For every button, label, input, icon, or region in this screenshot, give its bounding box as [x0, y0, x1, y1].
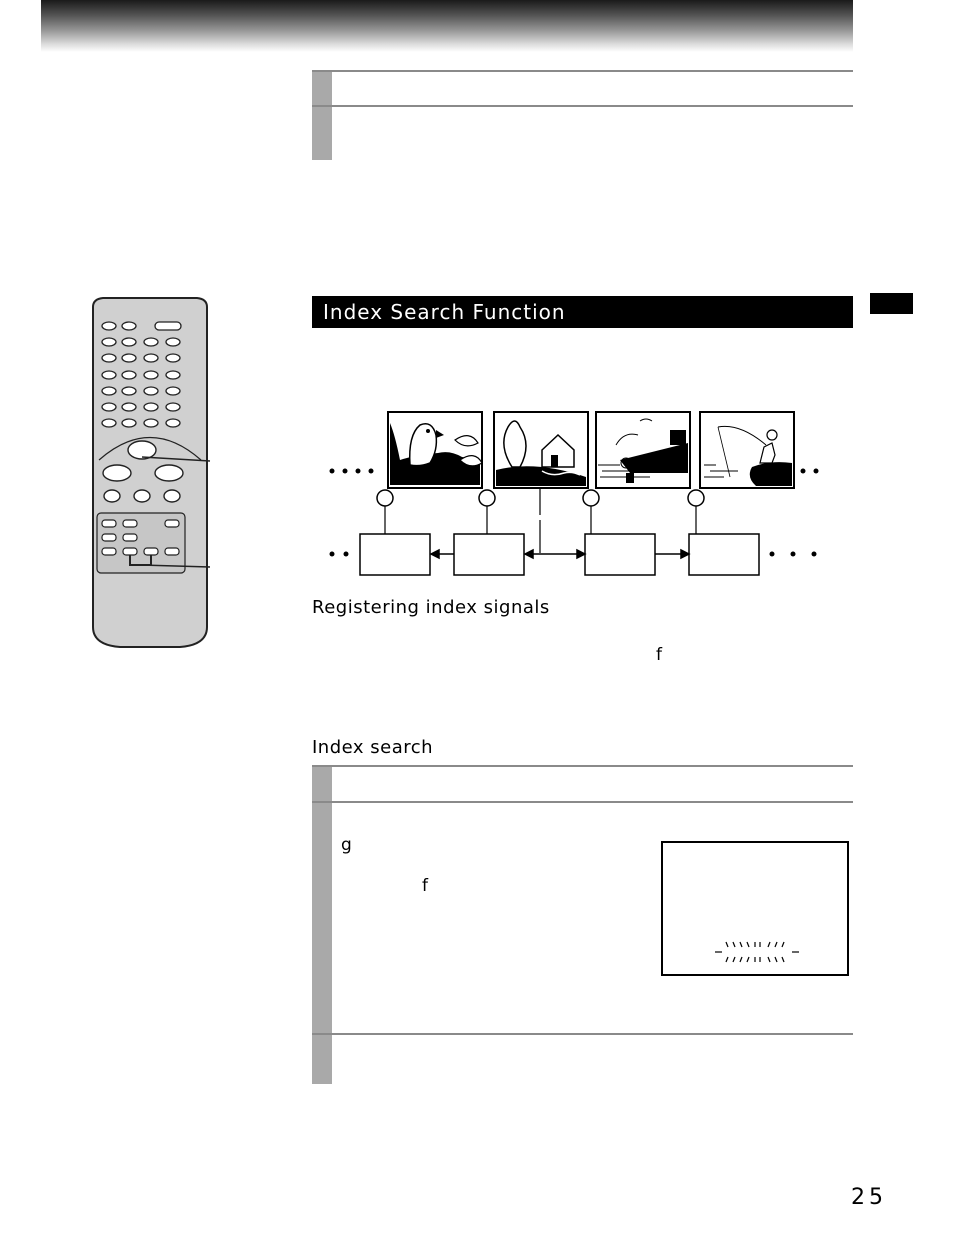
- frame-fisherman-picture: [700, 412, 794, 488]
- rule-top-1: [312, 70, 853, 72]
- rule-search-2: [312, 801, 853, 803]
- step2-stray-glyph-g: g: [341, 835, 352, 855]
- rule-top-2: [312, 105, 853, 107]
- section-title: Index Search Function: [323, 300, 566, 324]
- registering-heading: Registering index signals: [312, 597, 550, 618]
- registering-stray-glyph: f: [656, 645, 662, 665]
- index-signal-diagram: [320, 405, 830, 585]
- frame-boat-picture: [596, 412, 690, 488]
- tv-screen-display: [661, 841, 849, 976]
- section-title-bar: [312, 296, 853, 328]
- frame-bird-picture: [388, 412, 482, 488]
- step-bar-index-search: [312, 766, 332, 1084]
- rule-search-1: [312, 765, 853, 767]
- side-tab: [870, 293, 913, 314]
- step-bar-top: [312, 71, 332, 160]
- rule-search-3: [312, 1033, 853, 1035]
- flashing-index-indicator: [713, 939, 801, 965]
- header-band: [41, 0, 853, 52]
- step2-stray-glyph-f: f: [422, 876, 428, 896]
- frame-house-picture: [494, 412, 588, 488]
- remote-control-illustration: [85, 295, 215, 650]
- index-search-heading: Index search: [312, 737, 434, 758]
- page-number: 25: [851, 1185, 887, 1210]
